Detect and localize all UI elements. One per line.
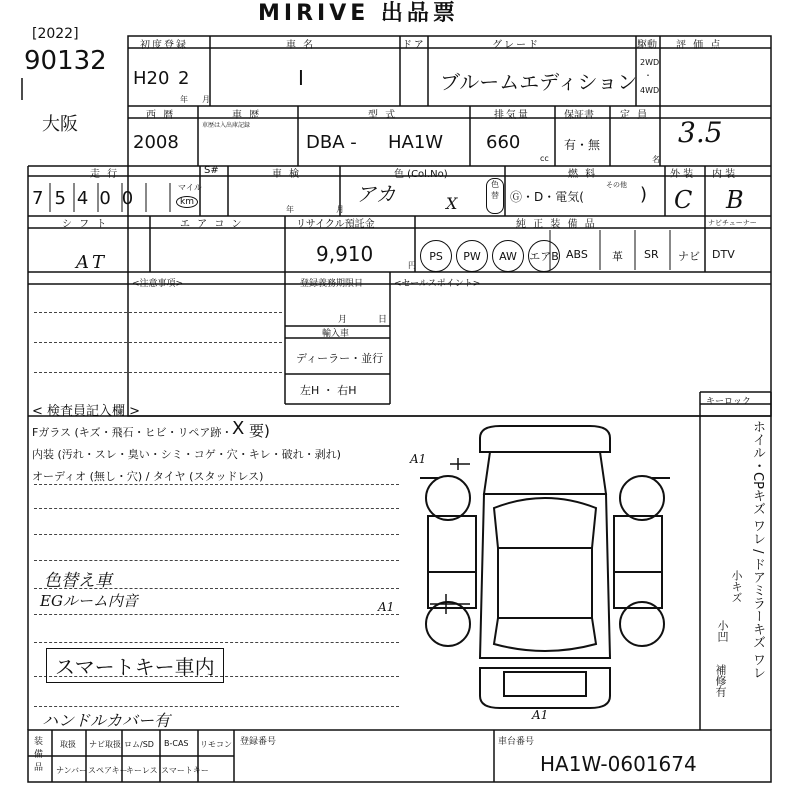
side-note-small-scratch: 小キズ [730, 570, 743, 603]
handle-side: 左H ・ 右H [300, 384, 357, 397]
reg-expiry-label: 登録義務期限日 [300, 279, 364, 289]
color-value: アカ [356, 182, 396, 206]
mile-unit: マイル [178, 183, 202, 192]
grade-label: グレード [492, 40, 540, 51]
s-mark-label: S# [204, 165, 219, 176]
insp-line-3 [34, 534, 399, 535]
glass-req: 要) [249, 422, 270, 440]
note-line-1 [34, 312, 282, 313]
door-label: ドア [402, 40, 426, 51]
a1-mark-front: A1 [410, 452, 427, 466]
sales-points-label: <セールスポイント> [394, 279, 481, 289]
notes-label: <注意事項> [132, 279, 184, 289]
warranty-value: 有・無 [564, 138, 601, 152]
car-diagram [410, 418, 730, 728]
recycle-label: リサイクル預託金 [296, 219, 375, 230]
insp-line-6 [34, 614, 399, 615]
equip-aw: AW [492, 240, 524, 272]
footer-cell-1: 取扱 [60, 740, 76, 749]
fuel-other: その他 [606, 181, 627, 189]
recycle-value: 9,910 [316, 242, 374, 266]
people-unit: 名 [652, 155, 660, 164]
drive-2wd: 2WD [640, 58, 660, 67]
first-reg-era: H20 [133, 68, 170, 89]
footer-cell-8: キーレス [126, 766, 158, 775]
glass-x: X [232, 418, 245, 439]
aircon-label: エ ア コ ン [180, 219, 244, 230]
lot-number: 90132 [24, 46, 107, 76]
footer-cell-4: B-CAS [164, 739, 189, 748]
warranty-label: 保証書 [564, 110, 594, 121]
footer-cell-6: ナンバー [56, 766, 88, 775]
color-mark: X [446, 194, 458, 213]
equip-dtv: DTV [712, 248, 735, 261]
footer-cell-3: ロム/SD [124, 740, 154, 749]
car-name-value: I [298, 66, 304, 90]
insp-line-2 [34, 508, 399, 509]
equip-leather: 革 [612, 250, 623, 263]
yen-unit: 円 [408, 261, 416, 270]
km-unit: km [176, 196, 198, 208]
note-line-2 [34, 342, 282, 343]
fuel-value: Ⓖ・D・電気( [510, 190, 584, 204]
equip-abs: ABS [566, 248, 588, 261]
insp-line-1 [34, 484, 399, 485]
interior-label: 内 装 [712, 169, 736, 180]
displacement-label: 排気量 [494, 110, 530, 121]
model-label: 型 式 [368, 110, 398, 121]
exterior-label: 外 装 [670, 169, 694, 180]
smart-key-note: スマートキー車内 [46, 648, 224, 683]
handle-cover-note: ハンドルカバー有 [42, 711, 171, 730]
key-lock-label: キーロック [706, 397, 751, 407]
capacity-label: 定 員 [620, 110, 650, 121]
exterior-grade: C [674, 186, 693, 214]
grade-value: ブルームエディション [440, 70, 638, 94]
dealer-parallel: ディーラー・並行 [296, 352, 384, 365]
footer-cell-9: スマートキー [161, 766, 209, 775]
expiry-day: 日 [378, 315, 388, 325]
note-line-3 [34, 372, 282, 373]
side-note-small-dent: 小凹 [716, 620, 729, 642]
shift-value: AT [76, 252, 109, 273]
color-label: 色 (Col.No) [394, 169, 448, 180]
footer-cell-7: スペアキー [88, 766, 128, 775]
interior-grade: B [726, 186, 744, 214]
equip-navi: ナビ [678, 250, 700, 263]
insp-line-7 [34, 642, 399, 643]
equip-ps: PS [420, 240, 452, 272]
shift-label: シ フ ト [62, 219, 109, 230]
audio-line: オーディオ (無し・穴) / タイヤ (スタッドレス) [32, 470, 264, 483]
equipment-label: 純 正 装 備 品 [516, 219, 597, 230]
navi-tuner-label: ナビチューナー [708, 219, 757, 227]
insp-line-9 [34, 706, 399, 707]
color-circle: 色 替 [486, 178, 504, 214]
mileage-value: 75400 [32, 188, 145, 209]
glass-line: Fガラス (キズ・飛石・ヒビ・リペア跡・ [32, 426, 233, 439]
inspect-year-unit: 年 [286, 205, 294, 214]
history-label: 車 歴 [232, 110, 262, 121]
western-label: 西 暦 [146, 110, 176, 121]
month-unit: 月 [202, 95, 210, 104]
inspection-label: 車 検 [272, 169, 302, 180]
western-year: 2008 [133, 132, 179, 153]
drive-dot: ・ [644, 71, 652, 80]
note-eg-room: EGルーム内音 [40, 592, 138, 610]
inspect-month-unit: 月 [336, 205, 344, 214]
expiry-month: 月 [338, 315, 348, 325]
note-color-change: 色替え車 [44, 571, 112, 591]
displacement-value: 660 [486, 132, 521, 153]
year-tag: [2022] [32, 26, 79, 42]
first-reg-label: 初度登録 [140, 40, 188, 51]
interior-line: 内装 (汚れ・スレ・臭い・シミ・コゲ・穴・キレ・破れ・剥れ) [32, 448, 341, 461]
year-unit: 年 [180, 95, 188, 104]
cc-unit: cc [540, 154, 549, 163]
drive-label: 駆動 [637, 40, 657, 51]
side-note-main: ホイル・CPキズ ワレ / ドアミラーキズ ワレ [750, 420, 765, 679]
car-name-label: 車 名 [286, 40, 316, 51]
chassis-number: HA1W-0601674 [540, 752, 697, 776]
mileage-label: 走 行 [90, 169, 120, 180]
equipment-side-label: 装備品 [34, 737, 44, 773]
inspector-label: < 検査員記入欄 > [32, 404, 141, 419]
history-note: 車歴は入出庫記録 [202, 122, 251, 129]
reg-number-label: 登録番号 [240, 737, 277, 747]
chassis-label: 車台番号 [498, 737, 535, 747]
insp-line-4 [34, 560, 399, 561]
drive-4wd: 4WD [640, 86, 660, 95]
location: 大阪 [42, 114, 78, 135]
evaluation-score: 3.5 [678, 116, 723, 149]
equip-airbag: エアB [528, 240, 560, 272]
footer-cell-2: ナビ取扱 [89, 740, 121, 749]
model-prefix: DBA - [306, 132, 357, 153]
equip-pw: PW [456, 240, 488, 272]
a1-mark-side: A1 [378, 600, 395, 614]
evaluation-label: 評 価 点 [676, 40, 723, 51]
model-value: HA1W [388, 132, 444, 153]
side-note-repaired: 補修有 [714, 664, 727, 697]
fuel-close: ) [640, 184, 648, 205]
a1-mark-rear: A1 [532, 708, 549, 722]
equip-sr: SR [644, 248, 659, 261]
form-title: MIRIVE 出品票 [258, 1, 459, 26]
first-reg-year: 2 [178, 68, 190, 89]
fuel-label: 燃 料 [568, 169, 598, 180]
import-label: 輸入車 [322, 329, 350, 339]
footer-cell-5: リモコン [200, 740, 232, 749]
